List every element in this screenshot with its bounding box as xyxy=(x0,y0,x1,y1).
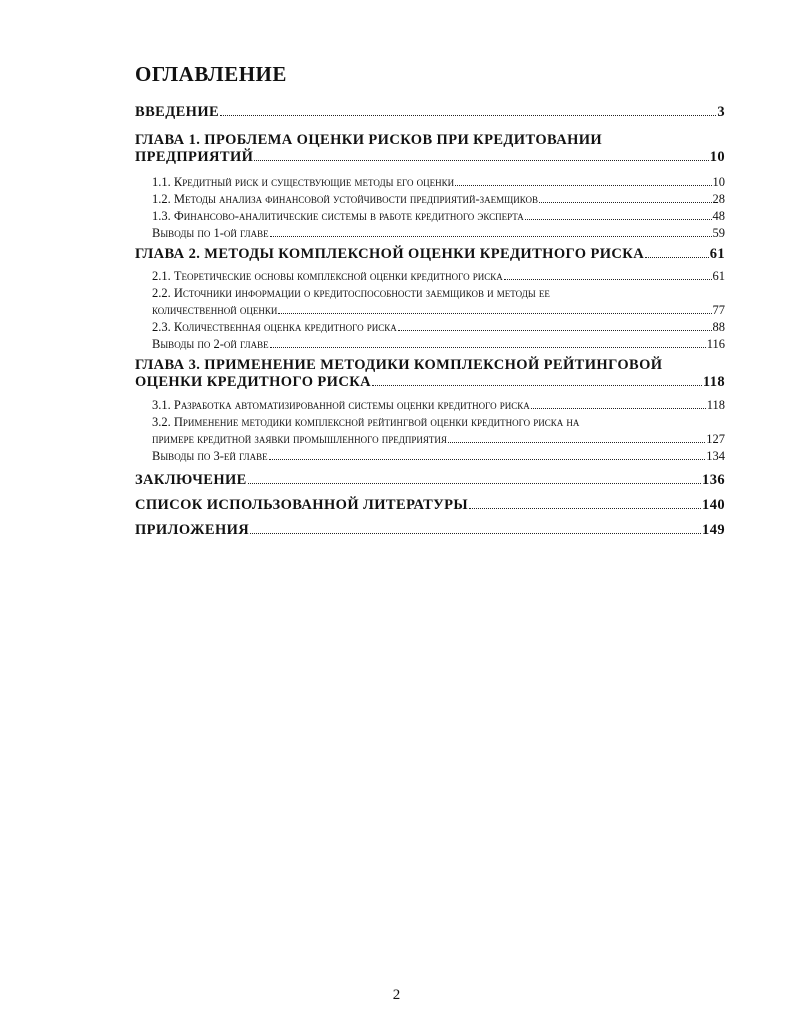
toc-entry-references xyxy=(135,497,725,514)
toc-entry-text: 3.1. Разработка автоматизированной системы оценки кредитного риска xyxy=(152,398,530,412)
dot-leader xyxy=(531,407,706,409)
dot-leader xyxy=(270,346,706,348)
toc-entry-chapter-2 xyxy=(135,246,725,263)
dot-leader xyxy=(539,201,711,203)
toc-entry-section-2-3 xyxy=(135,320,725,335)
toc-entry-text: ПРИЛОЖЕНИЯ xyxy=(135,522,250,538)
toc-entry-section-3-1 xyxy=(135,398,725,413)
toc-entry-text-line1: 3.2. Применение методики комплексной рейтингвой оценки кредитного риска на xyxy=(152,415,580,429)
toc-entry-final-conclusion xyxy=(135,472,725,489)
page-title: ОГЛАВЛЕНИЕ xyxy=(135,62,287,86)
dot-leader xyxy=(645,256,709,258)
toc-entry-section-2-2 xyxy=(135,286,725,318)
toc-entry-conclusion-3 xyxy=(135,449,725,464)
toc-page-number: 140 xyxy=(702,497,725,513)
dot-leader xyxy=(398,329,712,331)
toc-page-number: 10 xyxy=(709,149,725,165)
toc-page-number: 3 xyxy=(717,104,725,120)
toc-page-number: 136 xyxy=(702,472,725,488)
dot-leader xyxy=(254,159,708,161)
toc-entry-line2 xyxy=(135,149,725,166)
toc-entry-text: ЗАКЛЮЧЕНИЕ xyxy=(135,472,247,488)
toc-entry-text-line2: ОЦЕНКИ КРЕДИТНОГО РИСКА xyxy=(135,374,372,390)
toc-page-number: 61 xyxy=(709,246,725,262)
page-number: 2 xyxy=(392,987,401,1003)
toc-entry-text-line2: примере кредитной заявки промышленного предприятия xyxy=(152,432,447,446)
toc-entry-chapter-1 xyxy=(135,132,725,166)
toc-page-number: 127 xyxy=(706,432,725,446)
toc-entry-text: СПИСОК ИСПОЛЬЗОВАННОЙ ЛИТЕРАТУРЫ xyxy=(135,497,469,513)
toc-entry-text: ВВЕДЕНИЕ xyxy=(135,104,220,120)
toc-entry-text: 1.3. Финансово-аналитические системы в работе кредитного эксперта xyxy=(152,209,524,223)
dot-leader xyxy=(270,235,712,237)
dot-leader xyxy=(278,312,711,314)
toc-page-number: 149 xyxy=(702,522,725,538)
dot-leader xyxy=(448,441,705,443)
toc-entry-chapter-3 xyxy=(135,357,725,391)
toc-entry-appendix xyxy=(135,522,725,539)
toc-page-number: 59 xyxy=(712,226,725,240)
toc-entry-text: 2.3. Количественная оценка кредитного риска xyxy=(152,320,397,334)
toc-page-number: 10 xyxy=(712,175,725,189)
toc-entry-text: ГЛАВА 2. МЕТОДЫ КОМПЛЕКСНОЙ ОЦЕНКИ КРЕДИТНОГО РИСКА xyxy=(135,246,645,262)
toc-entry-line2 xyxy=(135,374,725,391)
toc-entry-section-3-2 xyxy=(135,415,725,447)
toc-entry-section-1-3 xyxy=(135,209,725,224)
table-of-contents xyxy=(135,104,725,539)
toc-entry-line2 xyxy=(135,432,725,447)
toc-entry-text-line1: ГЛАВА 1. ПРОБЛЕМА ОЦЕНКИ РИСКОВ ПРИ КРЕДИТОВАНИИ xyxy=(135,132,603,148)
toc-entry-text-line1: 2.2. Источники информации о кредитоспособности заемщиков и методы ее xyxy=(152,286,550,300)
dot-leader xyxy=(525,218,712,220)
toc-entry-text: 1.2. Методы анализа финансовой устойчивости предприятий-заемщиков xyxy=(152,192,539,206)
toc-page-number: 116 xyxy=(706,337,725,351)
toc-page-number: 88 xyxy=(712,320,725,334)
toc-page-number: 28 xyxy=(712,192,725,206)
toc-entry-section-1-2 xyxy=(135,192,725,207)
toc-entry-section-1-1 xyxy=(135,175,725,190)
toc-entry-text: Выводы по 3-ей главе xyxy=(152,449,268,463)
dot-leader xyxy=(455,184,711,186)
dot-leader xyxy=(220,114,716,116)
dot-leader xyxy=(372,384,702,386)
dot-leader xyxy=(269,458,706,460)
toc-entry-introduction xyxy=(135,104,725,121)
toc-entry-text-line2: количественной оценки xyxy=(152,303,278,317)
dot-leader xyxy=(248,482,701,484)
toc-entry-text: Выводы по 2-ой главе xyxy=(152,337,269,351)
toc-page-number: 134 xyxy=(706,449,725,463)
toc-entry-section-2-1 xyxy=(135,269,725,284)
toc-page-number: 61 xyxy=(712,269,725,283)
toc-entry-text: 2.1. Теоретические основы комплексной оценки кредитного риска xyxy=(152,269,503,283)
toc-entry-conclusion-2 xyxy=(135,337,725,352)
toc-entry-text: Выводы по 1-ой главе xyxy=(152,226,269,240)
dot-leader xyxy=(469,507,701,509)
toc-page-number: 77 xyxy=(712,303,725,317)
toc-page-number: 48 xyxy=(712,209,725,223)
toc-entry-conclusion-1 xyxy=(135,226,725,241)
toc-entry-text: 1.1. Кредитный риск и существующие методы его оценки xyxy=(152,175,455,189)
toc-page-number: 118 xyxy=(706,398,725,412)
toc-entry-text-line2: ПРЕДПРИЯТИЙ xyxy=(135,149,254,165)
toc-page-number: 118 xyxy=(702,374,725,390)
dot-leader xyxy=(504,278,712,280)
dot-leader xyxy=(250,532,701,534)
toc-entry-line2 xyxy=(135,303,725,318)
toc-entry-text-line1: ГЛАВА 3. ПРИМЕНЕНИЕ МЕТОДИКИ КОМПЛЕКСНОЙ РЕЙТИНГОВОЙ xyxy=(135,357,663,373)
